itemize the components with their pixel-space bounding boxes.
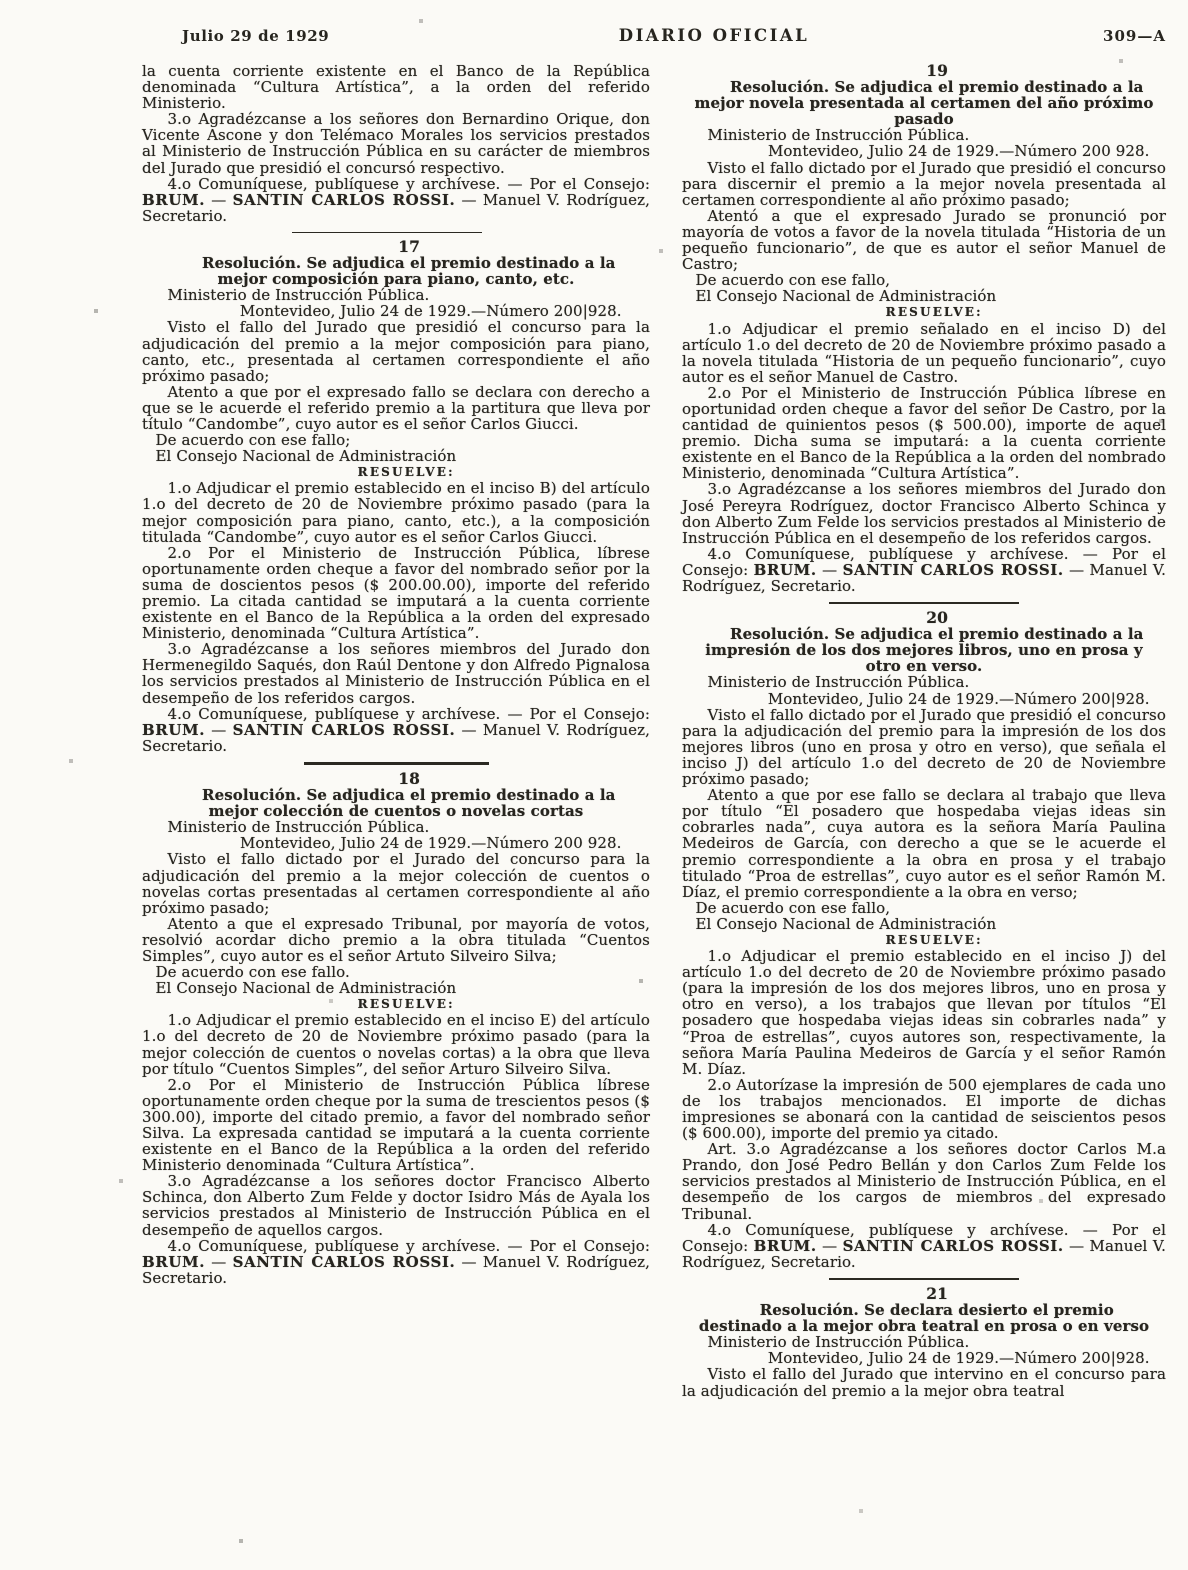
dateline: Montevideo, Julio 24 de 1929.—Número 200|928. [239,302,622,321]
signatory-name: SANTIN CARLOS ROSSI. [842,1236,1064,1255]
masthead-page-number: 309—A [1103,27,1166,45]
signatory-name: SANTIN CARLOS ROSSI. [232,190,456,209]
ministry-line: Ministerio de Instrucción Pública. [707,126,970,145]
dateline: Montevideo, Julio 24 de 1929.—Número 200 928. [767,142,1150,161]
signature-line [142,706,650,754]
section-19 [682,63,1166,594]
paragraph: Visto el fallo del Jurado que presidió el concurso para la adjudicación del premio a la mejor composición para piano, canto, etc., presentada al certamen correspondiente el año próximo pasado; [142,318,650,385]
section-title: Resolución. Se adjudica el premio destinado a la mejor colección de cuentos o novelas cortas [202,786,616,821]
signature-text: — [205,720,233,739]
resolution-paragraph: 3.o Agradézcanse a los señores miembros del Jurado don José Pereyra Rodríguez, doctor Francisco Alberto Schinca y don Alberto Zum Felde los servicios prestados al Ministerio de Instrucción Pública en el desempeño de los referidos cargos. [682,480,1166,547]
signatory-name: BRUM. [142,1252,206,1271]
signature-text: — Manuel V. Rodríguez, Secretario. [682,1236,1166,1271]
section-divider [292,232,482,233]
section-21 [682,1283,1166,1400]
resolution-paragraph: 2.o Autorízase la impresión de 500 ejemplares de cada uno de los trabajos mencionados. El importe de dichas impresiones se abonará con la cantidad de seiscientos pesos ($ 600.00), importe del premio ya citado. [682,1075,1166,1143]
paragraph: Atento a que por el expresado fallo se declara con derecho a que se le acuerde el referido premio a la partitura que lleva por título “Candombe”, cuyo autor es el señor Carlos Giucci. [142,382,650,433]
section-number: 19 [926,61,949,80]
signatory-name: BRUM. [753,1236,817,1255]
signature-line [142,176,650,224]
signature-text: — Manuel V. Rodríguez, Secretario. [142,1252,650,1287]
signature-text: 4.o Comuníquese, publíquese y archívese. — Por el Consejo: [682,1220,1166,1255]
signature-text: — Manuel V. Rodríguez, Secretario. [682,560,1166,595]
paragraph: Atentó a que el expresado Jurado se pronunció por mayoría de votos a favor de la novela titulada “Historia de un pequeño funcionario”, de que es autor el señor Manuel de Castro; [682,206,1166,274]
resolution-paragraph: 2.o Por el Ministerio de Instrucción Pública líbrese en oportunidad orden cheque a favor del señor De Castro, por la cantidad de quinientos pesos ($ 500.00), importe de aquel premio. Dicha suma se imputará: a la cuenta corriente existente en el Banco de la República a la orden del nombrado Ministerio, denominada “Cultura Artística”. [682,383,1166,483]
resolution-paragraph: Art. 3.o Agradézcanse a los señores doctor Carlos M.a Prando, don José Pedro Bellán y don Carlos Zum Felde los servicios prestados al Ministerio de Instrucción Pública, en el desempeño de los cargos de miembros del expresado Tribunal. [682,1140,1166,1223]
section-divider [829,1278,1019,1280]
signature-text: — [205,1252,233,1271]
resolution-paragraph: 3.o Agradézcanse a los señores doctor Francisco Alberto Schinca, don Alberto Zum Felde y doctor Isidro Más de Ayala los servicios prestados al Ministerio de Instrucción Pública en el desempeño de aquellos cargos. [142,1172,650,1239]
section-20 [682,610,1166,1270]
section-number: 18 [398,768,421,788]
resuelve-heading: RESUELVE: [357,465,455,480]
paragraph: la cuenta corriente existente en el Banco de la República denominada “Cultura Artística”, a la orden del referido Ministerio. [142,62,650,113]
dateline: Montevideo, Julio 24 de 1929.—Número 200|928. [767,689,1150,708]
section-18 [142,768,650,1287]
resolution-paragraph: 1.o Adjudicar el premio señalado en el inciso D) del artículo 1.o del decreto de 20 de Noviembre próximo pasado a la novela titulada “Historia de un pequeño funcionario”, cuyo autor es el señor Manuel de Castro. [682,319,1166,386]
signature-text: 4.o Comuníquese, publíquese y archívese. — Por el Consejo: [682,544,1166,579]
section-17 [142,236,650,755]
section-divider [304,762,489,765]
section-divider [829,602,1019,604]
signature-line [142,1238,650,1286]
resolution-paragraph: 2.o Por el Ministerio de Instrucción Pública líbrese oportunamente orden cheque por la suma de trescientos pesos ($ 300.00), importe del citado premio, a favor del nombrado señor Silva. La expresada cantidad se imputará a la cuenta corriente existente en el Banco de la República a la orden del referido Ministerio denominada “Cultura Artística”. [142,1075,650,1175]
signature-line [682,546,1166,594]
paragraph: El Consejo Nacional de Administración [695,287,997,306]
masthead-date: Julio 29 de 1929 [182,27,330,45]
ministry-line: Ministerio de Instrucción Pública. [707,1333,970,1352]
paragraph: Visto el fallo dictado por el Jurado que presidió el concurso para la adjudicación del premio para la impresión de los dos mejores libros (uno en prosa y otro en verso), que señala el inciso J) del artículo 1.o del decreto de 20 de Noviembre próximo pasado; [682,705,1166,789]
paragraph: El Consejo Nacional de Administración [155,979,457,998]
section-16-continuation [142,63,650,224]
paragraph: Atento a que por ese fallo se declara al trabajo que lleva por título “El posadero que hospedaba viejas ideas sin cobrarles nada”, cuya autora es la señora María Paulina Medeiros de García, con derecho a que se le acuerde el premio correspondiente a la obra en prosa y el trabajo titulado “Proa de estrellas”, cuyo autor es el señor Ramón M. Díaz, el premio correspondiente a la obra en verso; [682,786,1166,901]
masthead-title: DIARIO OFICIAL [618,26,810,45]
dateline: Montevideo, Julio 24 de 1929.—Número 200 928. [239,834,622,853]
paragraph: Visto el fallo dictado por el Jurado que presidió el concurso para discernir el premio a la mejor novela presentada al certamen correspondiente al año próximo pasado; [682,158,1166,209]
resolution-paragraph: 1.o Adjudicar el premio establecido en el inciso E) del artículo 1.o del decreto de 20 de Noviembre próximo pasado (para la mejor colección de cuentos o novelas cortas) a la obra que lleva por título “Cuentos Simples”, del señor Arturo Silveiro Silva. [142,1011,650,1078]
ministry-line: Ministerio de Instrucción Pública. [707,673,970,692]
signature-text: — [816,1236,843,1255]
signatory-name: BRUM. [142,720,206,739]
section-title: Resolución. Se adjudica el premio destinado a la impresión de los dos mejores libros, uno en prosa y otro en verso. [705,625,1144,676]
signatory-name: BRUM. [753,560,817,579]
section-number: 17 [398,236,421,256]
section-number: 21 [926,1283,949,1303]
signatory-name: SANTIN CARLOS ROSSI. [842,560,1064,579]
section-title: Resolución. Se adjudica el premio destinado a la mejor novela presentada al certamen del año próximo pasado [694,78,1154,129]
paragraph: El Consejo Nacional de Administración [155,447,457,466]
signature-text: — Manuel V. Rodríguez, Secretario. [142,720,650,755]
paragraph: Atento a que el expresado Tribunal, por mayoría de votos, resolvió acordar dicho premio a la obra titulada “Cuentos Simples”, cuyo autor es el señor Artuto Silveiro Silva; [142,914,650,965]
paragraph: 3.o Agradézcanse a los señores don Bernardino Orique, don Vicente Ascone y don Telémaco Morales los servicios prestados al Ministerio de Instrucción Pública en su carácter de miembros del Jurado que presidió el concursó respectivo. [142,110,650,177]
section-title: Resolución. Se declara desierto el premio destinado a la mejor obra teatral en prosa o en verso [698,1301,1150,1336]
paragraph: Visto el fallo del Jurado que intervino en el concurso para la adjudicación del premio a la mejor obra teatral [682,1365,1166,1400]
signature-text: — Manuel V. Rodríguez, Secretario. [142,190,650,225]
signature-text: 4.o Comuníquese, publíquese y archívese. — Por el Consejo: [167,704,650,723]
column-left [142,63,650,1399]
paragraph: De acuerdo con ese fallo. [155,963,350,982]
paragraph: De acuerdo con ese fallo, [695,898,891,917]
signatory-name: SANTIN CARLOS ROSSI. [232,720,456,739]
paragraph: De acuerdo con ese fallo; [155,431,351,450]
resolution-paragraph: 3.o Agradézcanse a los señores miembros del Jurado don Hermenegildo Saqués, don Raúl Dentone y don Alfredo Pignalosa los servicios prestados al Ministerio de Instrucción Pública en el desempeño de los referidos cargos. [142,640,650,707]
content-columns [142,63,1166,1399]
resuelve-heading: RESUELVE: [357,997,455,1012]
paragraph: Visto el fallo dictado por el Jurado del concurso para la adjudicación del premio a la mejor colección de cuentos o novelas cortas presentadas al certamen correspondiente al año próximo pasado; [142,850,650,917]
resolution-paragraph: 1.o Adjudicar el premio establecido en el inciso J) del artículo 1.o del decreto de 20 de Noviembre próximo pasado (para la impresión de los dos mejores libros, uno en prosa y otro en verso), a los trabajos que llevan por títulos “El posadero que hospedaba viejas ideas sin cobrarles nada” y “Proa de estrellas”, cuyos autores son, respectivamente, la señora María Paulina Medeiros de García y el señor Ramón M. Díaz. [682,947,1166,1078]
signatory-name: BRUM. [142,190,206,209]
masthead [142,26,1166,45]
signature-line [682,1222,1166,1270]
signatory-name: SANTIN CARLOS ROSSI. [232,1252,456,1271]
resuelve-heading: RESUELVE: [885,932,983,947]
signature-text: 4.o Comuníquese, publíquese y archívese. — Por el Consejo: [167,1236,650,1255]
resuelve-heading: RESUELVE: [885,305,983,320]
signature-text: — [816,560,843,579]
section-number: 20 [926,608,949,628]
paragraph: El Consejo Nacional de Administración [695,914,997,933]
paragraph: De acuerdo con ese fallo, [695,271,891,290]
signature-text: 4.o Comuníquese, publíquese y archívese. — Por el Consejo: [167,174,650,193]
dateline: Montevideo, Julio 24 de 1929.—Número 200|928. [767,1349,1150,1368]
ministry-line: Ministerio de Instrucción Pública. [167,286,430,305]
section-title: Resolución. Se adjudica el premio destinado a la mejor composición para piano, canto, etc. [202,254,616,289]
column-right [682,63,1166,1399]
ministry-line: Ministerio de Instrucción Pública. [167,818,430,837]
resolution-paragraph: 1.o Adjudicar el premio establecido en el inciso B) del artículo 1.o del decreto de 20 de Noviembre próximo pasado (para la mejor composición para piano, canto, etc.), a la composición titulada “Candombe”, cuyo autor es el señor Carlos Giucci. [142,479,650,546]
resolution-paragraph: 2.o Por el Ministerio de Instrucción Pública, líbrese oportunamente orden cheque a favor del nombrado señor por la suma de doscientos pesos ($ 200.00.00), importe del referido premio. La citada cantidad se imputará a la cuenta corriente existente en el Banco de la República a la orden del expresado Ministerio, denominada “Cultura Artística”. [142,543,650,643]
signature-text: — [205,190,233,209]
